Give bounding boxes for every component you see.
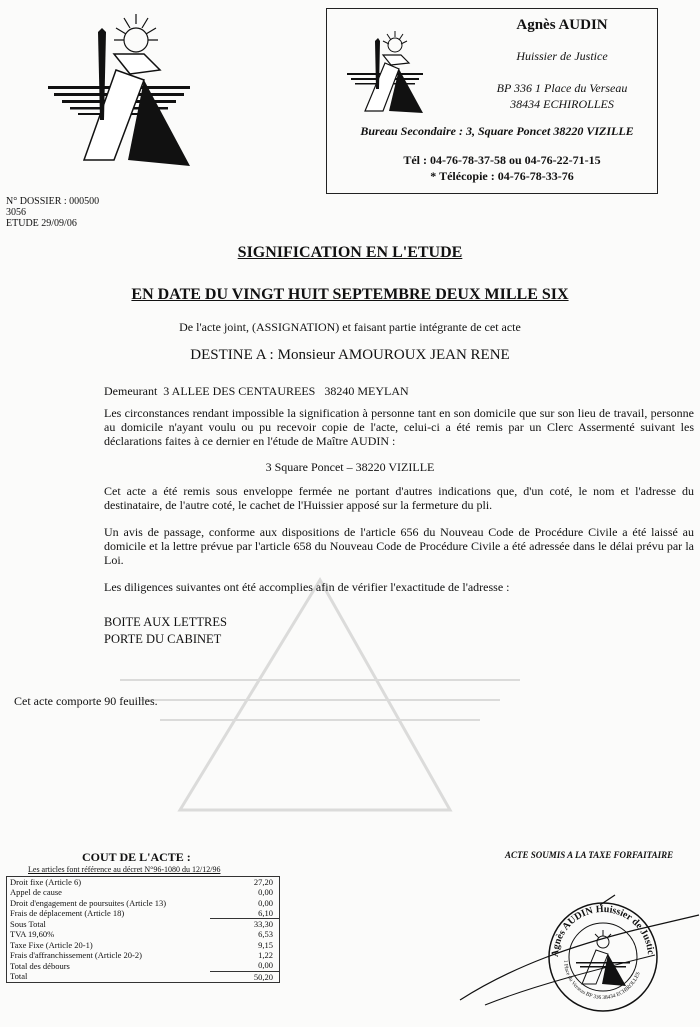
sheets-note: Cet acte comporte 90 feuilles. — [14, 694, 158, 708]
list-item: BOITE AUX LETTRES — [104, 615, 227, 629]
cost-label: Frais de déplacement (Article 18) — [10, 908, 125, 919]
bleed-through-background — [120, 560, 520, 820]
stamp-outer-text: Agnès AUDIN Huissier de Justic — [549, 903, 656, 958]
fax-mark: * — [430, 169, 440, 183]
cost-value: 6,10 — [258, 907, 273, 918]
table-row — [7, 971, 280, 982]
secondary-office: Bureau Secondaire : 3, Square Poncet 38220 VIZILLE — [360, 124, 634, 138]
cost-label: Sous Total — [10, 918, 46, 929]
table-row — [7, 950, 280, 960]
notice-paragraph: Un avis de passage, conforme aux dispositions de l'article 656 du Nouveau Code de Procédure Civile a été laissé au domicile et la lettre prévue par l'article 658 du Nouveau Code de Procédure Civile a été adressée dans le délai prévu par la Loi. — [104, 525, 694, 567]
circumstances-paragraph: Les circonstances rendant impossible la signification à personne tant en son domicile que sur son lieu de travail, personne au domicile n'ayant voulu ou pu recevoir copie de l'acte, celui-ci a été remis par un Clerc Assermenté suivant les déclarations faites à ce dernier en l'étude de Maître AUDIN : — [104, 406, 694, 448]
cost-value: 50,20 — [210, 971, 280, 982]
table-row — [7, 940, 280, 950]
table-row — [7, 877, 280, 888]
stamp-inner-text: 1 Place du Verseau BP 336 38434 ECHIROLLES — [561, 959, 642, 1002]
cost-label: Total des débours — [10, 960, 70, 971]
cost-label: TVA 19,60% — [10, 929, 55, 940]
recipient-name: Monsieur AMOUROUX JEAN RENE — [277, 347, 510, 363]
cost-value: 1,22 — [258, 950, 273, 961]
bailiff-logo — [44, 10, 194, 170]
cost-value: 6,53 — [258, 929, 273, 940]
intro-line: De l'acte joint, (ASSIGNATION) et faisant partie intégrante de cet acte — [179, 320, 521, 334]
recipient-label: DESTINE A : — [190, 347, 274, 363]
cost-label: Droit d'engagement de poursuites (Article 13) — [10, 897, 167, 908]
fax — [347, 169, 657, 184]
cost-value: 0,00 — [258, 960, 273, 971]
document-title: SIGNIFICATION EN L'ETUDE — [237, 244, 463, 261]
official-stamp — [546, 900, 660, 1014]
cost-reference: Les articles font référence au décret N°96-1080 du 12/12/96 — [28, 865, 221, 874]
cost-value: 9,15 — [258, 939, 273, 950]
envelope-paragraph: Cet acte a été remis sous enveloppe fermée ne portant d'autres indications que, d'un coté, le nom et l'adresse du destinataire, de l'autre coté, le cachet de l'Huissier apposé sur la fermeture du pli. — [104, 484, 694, 512]
cost-value: 0,00 — [258, 897, 273, 908]
telephone: Tél : 04-76-78-37-58 ou 04-76-22-71-15 — [403, 153, 601, 167]
cost-value: 0,00 — [258, 887, 273, 898]
list-item: PORTE DU CABINET — [104, 632, 222, 646]
diligence-list — [104, 614, 694, 648]
table-row — [7, 960, 280, 971]
cost-label: Taxe Fixe (Article 20-1) — [10, 939, 93, 950]
cost-value: 33,30 — [210, 919, 280, 930]
file-reference — [6, 196, 99, 229]
tax-note: ACTE SOUMIS A LA TAXE FORFAITAIRE — [505, 850, 674, 860]
table-row — [7, 919, 280, 930]
fax-text: Télécopie : 04-76-78-33-76 — [439, 169, 574, 183]
office-address: 3 Square Poncet – 38220 VIZILLE — [265, 460, 435, 474]
cost-table — [6, 876, 280, 983]
cost-label: Droit fixe (Article 6) — [10, 877, 82, 887]
bailiff-title: Huissier de Justice — [516, 49, 608, 63]
table-row — [7, 898, 280, 908]
address-line-1: BP 336 1 Place du Verseau — [496, 81, 628, 95]
dossier-number: N° DOSSIER : 000500 — [6, 196, 100, 207]
recipient — [0, 347, 700, 364]
diligences-paragraph: Les diligences suivantes ont été accomplies afin de vérifier l'exactitude de l'adresse : — [104, 580, 510, 594]
cost-label: Frais d'affranchissement (Article 20-2) — [10, 950, 142, 961]
cost-value: 27,20 — [253, 877, 273, 887]
table-row — [7, 908, 280, 919]
residence-line: Demeurant 3 ALLEE DES CENTAUREES 38240 MEYLAN — [104, 384, 409, 398]
svg-text:Agnès AUDIN Huissier de Justic — [546, 900, 656, 957]
bailiff-header-box — [326, 8, 658, 194]
bailiff-name: Agnès AUDIN — [516, 17, 608, 33]
table-row — [7, 887, 280, 897]
bailiff-small-logo — [345, 29, 425, 115]
address-line-2: 38434 ECHIROLLES — [510, 97, 614, 111]
document-date-title: EN DATE DU VINGT HUIT SEPTEMBRE DEUX MILLE SIX — [131, 286, 569, 303]
cost-label: Appel de cause — [10, 887, 62, 898]
table-row — [7, 929, 280, 939]
etude-date: ETUDE 29/09/06 — [6, 218, 77, 229]
cost-title: COUT DE L'ACTE : — [82, 850, 191, 864]
cost-label: Total — [10, 971, 28, 982]
file-number: 3056 — [6, 207, 26, 218]
